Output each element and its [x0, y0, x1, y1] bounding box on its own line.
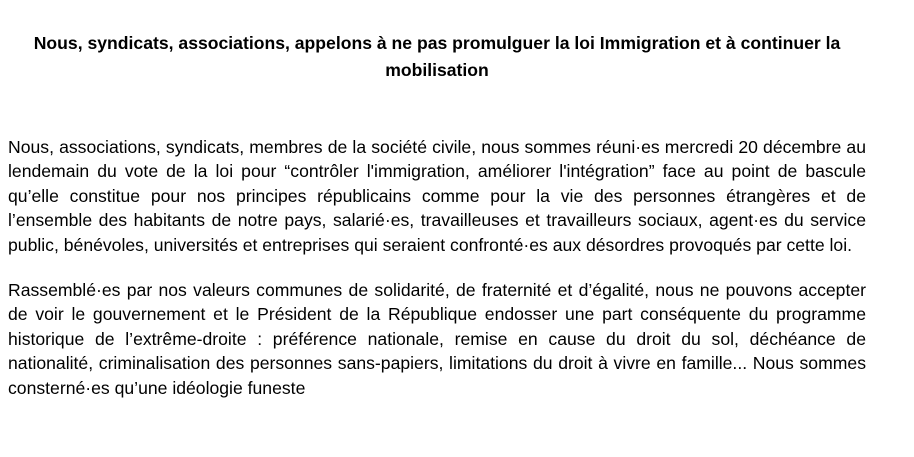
paragraph-2: Rassemblé·es par nos valeurs communes de solidarité, de fraternité et d’égalité, nous ne pouvons accepter de voir le gouvernement et le Président de la République endosser une part conséquente du programme historique de l’extrême-droite : préférence nationale, remise en cause du droit du sol, déchéance de nationalité, criminalisation des personnes sans-papiers, limitations du droit à vivre en famille... Nous sommes consterné·es qu’une idéologie funeste: [8, 280, 866, 398]
document-page: [8, 0, 866, 400]
document-title: Nous, syndicats, associations, appelons à ne pas promulguer la loi Immigration et à continuer la mobilisation: [33, 33, 841, 80]
paragraph-1: Nous, associations, syndicats, membres de la société civile, nous sommes réuni·es mercredi 20 décembre au lendemain du vote de la loi pour “contrôler l'immigration, améliorer l'intégration” face au point de bascule qu’elle constitue pour nos principes républicains comme pour la vie des personnes étrangères et de l’ensemble des habitants de notre pays, salarié·es, travailleuses et travailleurs sociaux, agent·es du service public, bénévoles, universités et entreprises qui seraient confronté·es aux désordres provoqués par cette loi.: [8, 137, 866, 255]
